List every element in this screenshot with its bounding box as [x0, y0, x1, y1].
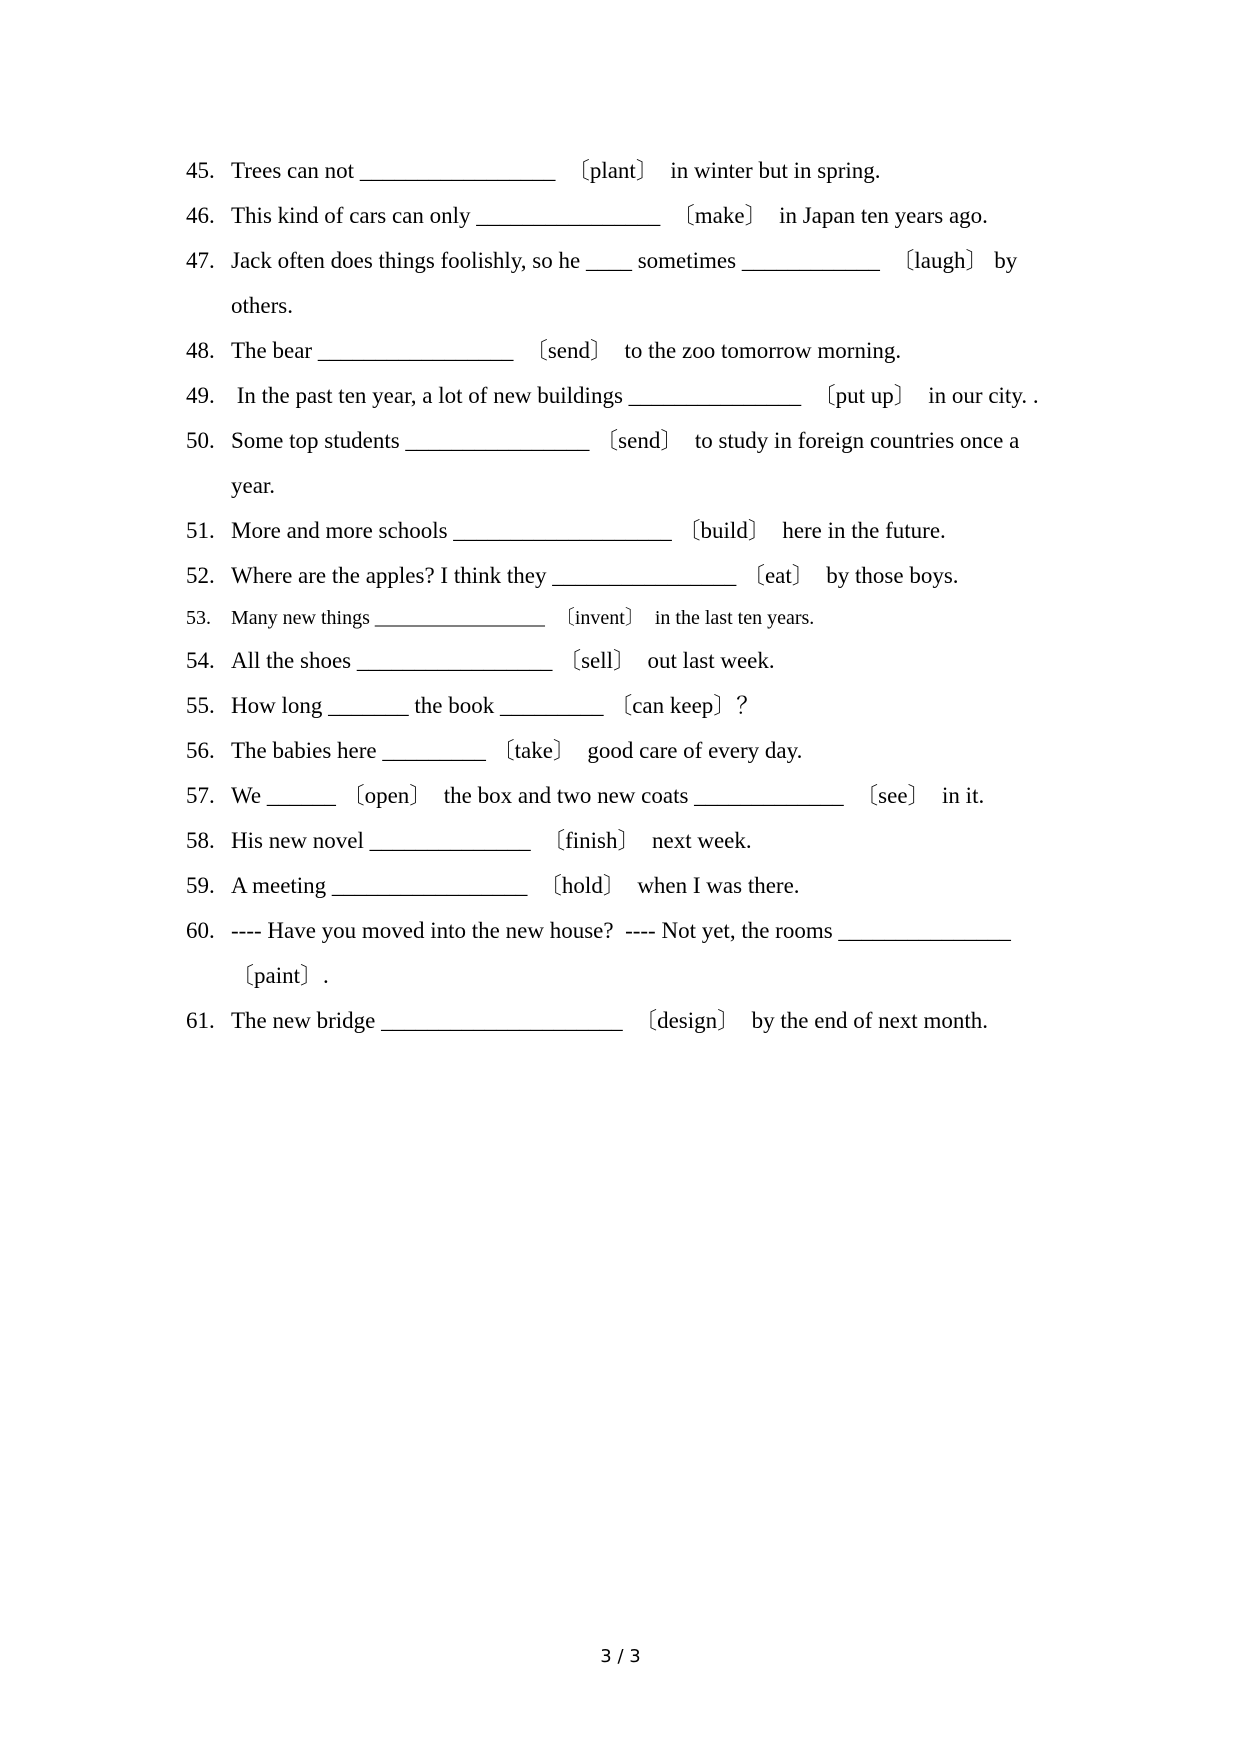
question-55 [186, 683, 1106, 728]
question-number: 51. [186, 518, 215, 543]
question-text: Trees can not _________________ 〔plant〕 in winter but in spring. [231, 158, 881, 183]
question-56 [186, 728, 1106, 773]
question-58 [186, 818, 1106, 863]
question-text: The new bridge _____________________ 〔design〕 by the end of next month. [231, 1008, 988, 1033]
question-number: 46. [186, 203, 215, 228]
question-number: 61. [186, 1008, 215, 1033]
question-53 [186, 598, 1106, 638]
question-52 [186, 553, 1106, 598]
question-text-continuation: year. [231, 473, 276, 498]
question-text: ---- Have you moved into the new house? ---- Not yet, the rooms _______________ [231, 918, 1011, 943]
question-text: His new novel ______________ 〔finish〕 next week. [231, 828, 752, 853]
question-48 [186, 328, 1106, 373]
question-46 [186, 193, 1106, 238]
question-47 [186, 238, 1106, 328]
question-number: 55. [186, 693, 215, 718]
question-text-continuation: 〔paint〕. [231, 963, 329, 988]
question-57 [186, 773, 1106, 818]
question-text: A meeting _________________ 〔hold〕 when I was there. [231, 873, 800, 898]
question-text-continuation: others. [231, 293, 293, 318]
question-number: 58. [186, 828, 215, 853]
question-49 [186, 373, 1106, 418]
question-number: 59. [186, 873, 215, 898]
question-60 [186, 908, 1106, 998]
question-text: All the shoes _________________ 〔sell〕 out last week. [231, 648, 775, 673]
question-number: 54. [186, 648, 215, 673]
question-number: 53. [186, 607, 211, 629]
question-number: 50. [186, 428, 215, 453]
question-text: The bear _________________ 〔send〕 to the zoo tomorrow morning. [231, 338, 902, 363]
question-54 [186, 638, 1106, 683]
question-text: The babies here _________ 〔take〕 good care of every day. [231, 738, 803, 763]
question-text: We ______ 〔open〕 the box and two new coats _____________ 〔see〕 in it. [231, 783, 985, 808]
question-number: 47. [186, 248, 215, 273]
question-number: 49. [186, 383, 215, 408]
question-61 [186, 998, 1106, 1043]
question-number: 52. [186, 563, 215, 588]
question-50 [186, 418, 1106, 508]
question-text: Jack often does things foolishly, so he ____ sometimes ____________ 〔laugh〕 by [231, 248, 1018, 273]
question-text: Where are the apples? I think they ________________ 〔eat〕 by those boys. [231, 563, 959, 588]
question-text: This kind of cars can only ________________ 〔make〕 in Japan ten years ago. [231, 203, 988, 228]
question-51 [186, 508, 1106, 553]
question-text: Some top students ________________ 〔send〕 to study in foreign countries once a [231, 428, 1020, 453]
question-number: 60. [186, 918, 215, 943]
question-list [186, 148, 1106, 1043]
question-text: Many new things _________________ 〔invent〕 in the last ten years. [231, 607, 815, 629]
question-number: 45. [186, 158, 215, 183]
question-text: In the past ten year, a lot of new buildings _______________ 〔put up〕 in our city. . [231, 383, 1039, 408]
page-number: 3 / 3 [600, 1646, 641, 1667]
question-number: 57. [186, 783, 215, 808]
question-number: 48. [186, 338, 215, 363]
question-45 [186, 148, 1106, 193]
question-text: More and more schools ___________________ 〔build〕 here in the future. [231, 518, 946, 543]
question-number: 56. [186, 738, 215, 763]
question-59 [186, 863, 1106, 908]
question-text: How long _______ the book _________ 〔can keep〕？ [231, 693, 760, 718]
